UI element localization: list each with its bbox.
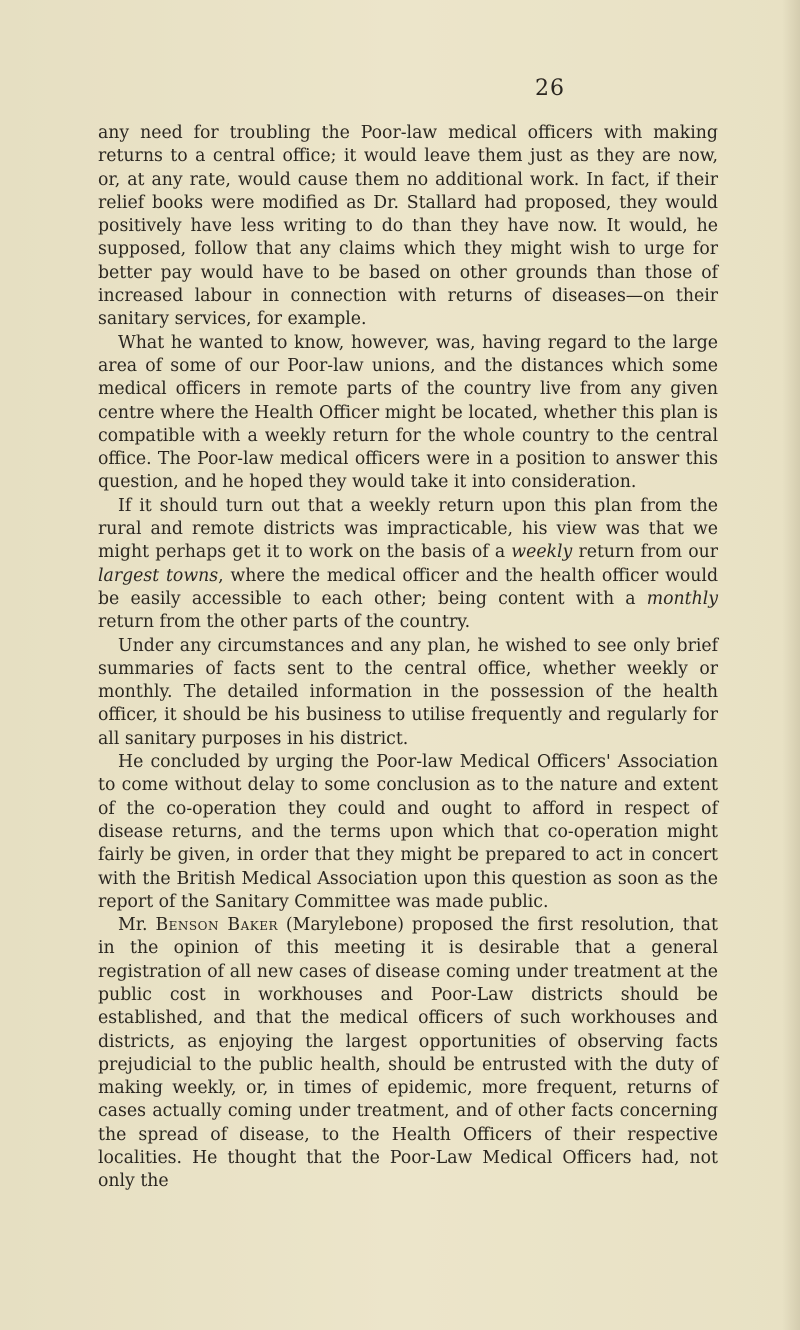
page-number: 26 xyxy=(535,76,565,101)
text-run: Mr. xyxy=(118,915,156,936)
body-text xyxy=(98,122,718,1194)
text-run: return from the other parts of the country. xyxy=(98,612,471,633)
page-edge-shadow xyxy=(782,0,800,1330)
speaker-name: Benson Baker xyxy=(155,915,278,936)
paragraph xyxy=(98,495,718,635)
paragraph xyxy=(98,122,718,332)
italic-text: weekly xyxy=(511,542,573,563)
text-run: He concluded by urging the Poor-law Medical Officers' Association to come without delay to some conclusion as to the nature and extent of the co-operation they could and ought to afford in respect of disease returns, and the terms upon which that co-operation might fairly be given, in order that they might be prepared to act in concert with the British Medical Association upon this question as soon as the report of the Sanitary Committee was made public. xyxy=(98,752,718,912)
paragraph xyxy=(98,635,718,751)
paragraph xyxy=(98,332,718,495)
text-run: , where the medical officer and the health officer would be easily accessible to each other; being content with a xyxy=(98,565,719,609)
text-run: Under any circumstances and any plan, he wished to see only brief summaries of facts sent to the central office, whether weekly or monthly. The detailed information in the possession of the health officer, it should be his business to utilise frequently and regularly for all sanitary purposes in his district. xyxy=(98,635,718,749)
italic-text: monthly xyxy=(646,588,718,609)
text-run: (Marylebone) proposed the first resolution, that in the opinion of this meeting it is desirable that a general registration of all new cases of disease coming under treatment at the public cost in workhouses and Poor-Law districts should be established, and that the medical officers of such workhouses and districts, as enjoying the largest opportunities of observing facts prejudicial to the public health, should be entrusted with the duty of making weekly, or, in times of epidemic, more frequent, returns of cases actually coming under treatment, and of other facts concerning the spread of disease, to the Health Officers of their respective localities. He thought that the Poor-Law Medical Officers had, not only the xyxy=(98,915,718,1192)
paragraph xyxy=(98,914,718,1194)
italic-text: largest towns xyxy=(98,565,219,586)
text-run: What he wanted to know, however, was, having regard to the large area of some of our Poor-law unions, and the distances which some medical officers in remote parts of the country live from any given centre where the Health Officer might be located, whether this plan is compatible with a weekly return for the whole country to the central office. The Poor-law medical officers were in a position to answer this question, and he hoped they would take it into consideration. xyxy=(98,332,718,493)
text-run: return from our xyxy=(572,542,718,563)
text-run: If it should turn out that a weekly return upon this plan from the rural and remote districts was impracticable, his view was that we might perhaps get it to work on the basis of a xyxy=(98,495,718,563)
text-run: any need for troubling the Poor-law medical officers with making returns to a central office; it would leave them just as they are now, or, at any rate, would cause them no additional work. In fact, if their relief books were modified as Dr. Stallard had proposed, they would positively have less writing to do than they have now. It would, he supposed, follow that any claims which they might wish to urge for better pay would have to be based on other grounds than those of increased labour in connection with returns of diseases—on their sanitary services, for example. xyxy=(98,123,718,330)
paragraph xyxy=(98,751,718,914)
